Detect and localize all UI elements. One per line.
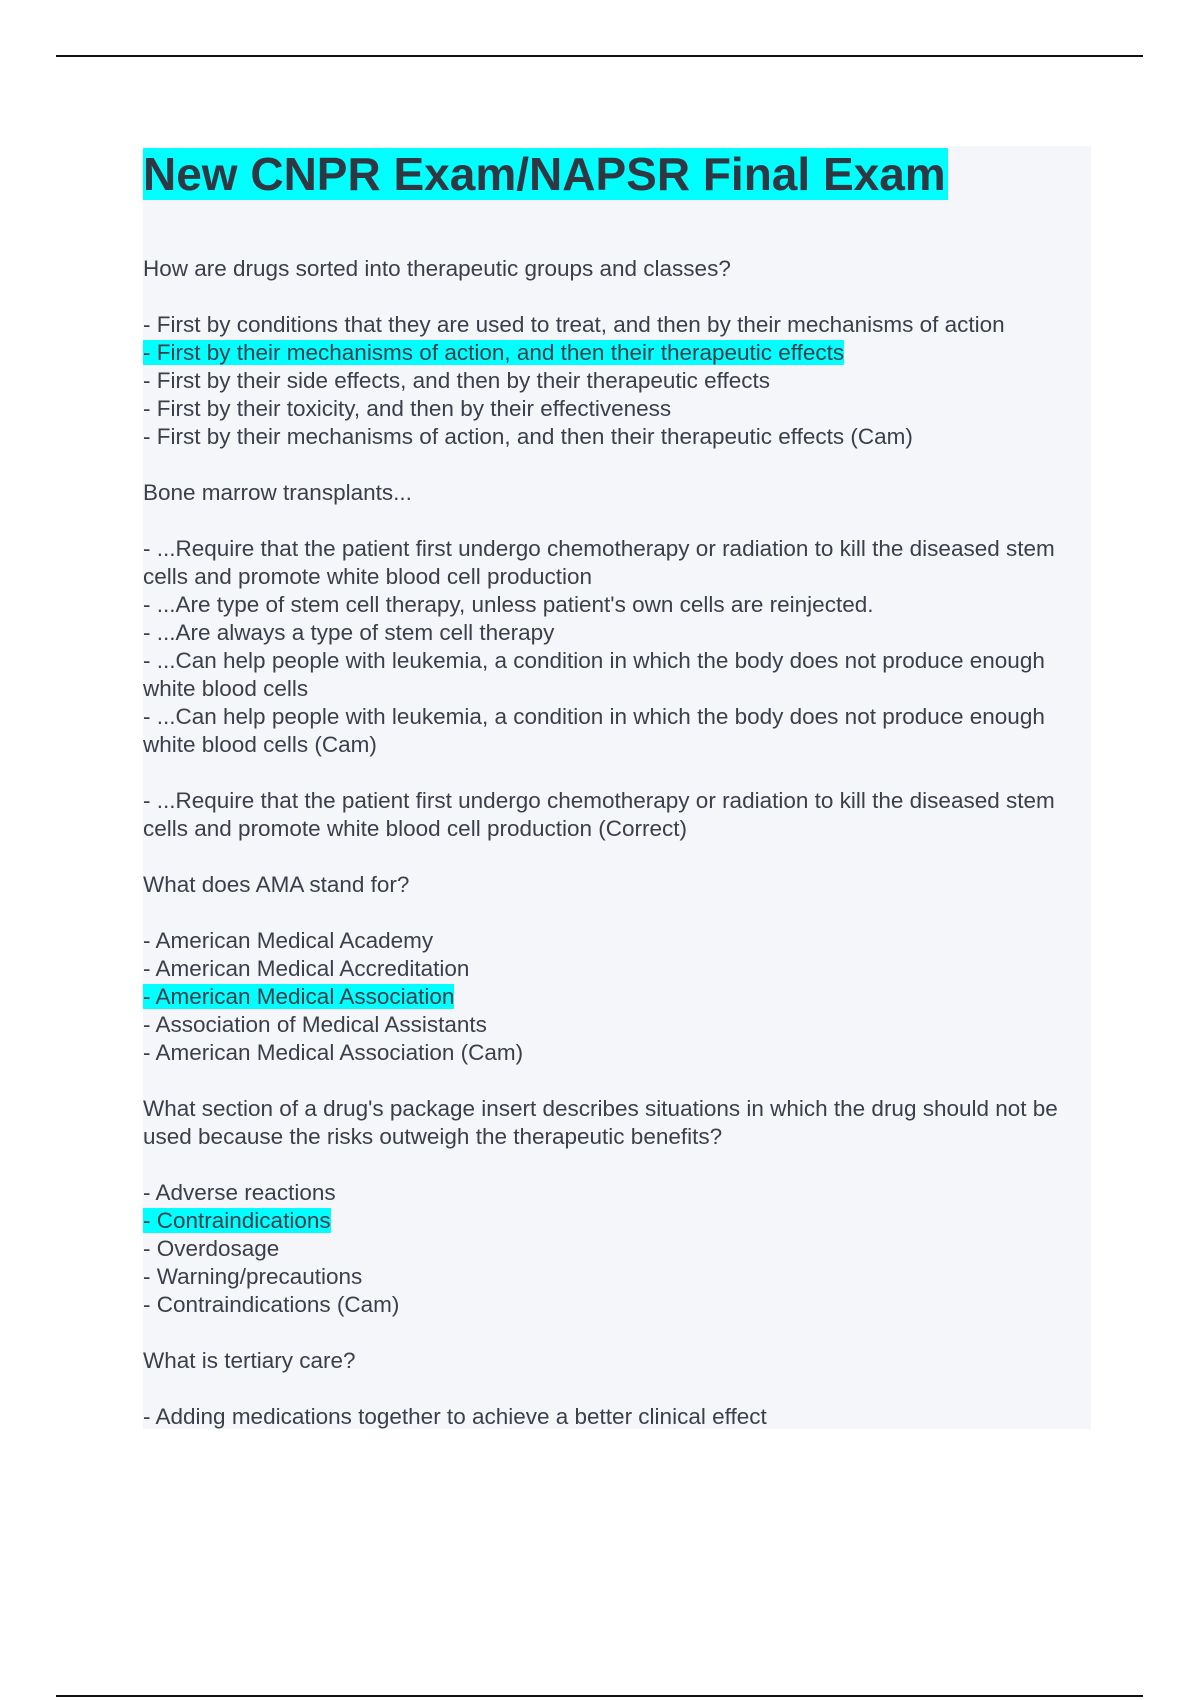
question-2: Bone marrow transplants... [143,480,412,505]
question-2-options [143,535,1091,759]
option: - First by their toxicity, and then by their effectiveness [143,396,672,421]
question-5: What is tertiary care? [143,1348,356,1373]
question-3-options [143,927,1091,1067]
option: - American Medical Association (Cam) [143,1040,524,1065]
option: - First by their side effects, and then by their therapeutic effects [143,368,770,393]
option: - ...Can help people with leukemia, a condition in which the body does not produce enough white blood cells [143,648,1045,701]
option: - ...Are type of stem cell therapy, unless patient's own cells are reinjected. [143,592,874,617]
question-1: How are drugs sorted into therapeutic groups and classes? [143,256,731,281]
option-highlighted: - Contraindications [143,1208,331,1233]
option: - First by conditions that they are used to treat, and then by their mechanisms of action [143,312,1005,337]
option-highlighted: - American Medical Association [143,984,455,1009]
option: - Association of Medical Assistants [143,1012,487,1037]
top-rule [56,55,1143,57]
option-highlighted: - First by their mechanisms of action, and then their therapeutic effects [143,340,845,365]
question-1-options [143,311,1091,451]
option: - ...Require that the patient first undergo chemotherapy or radiation to kill the diseased stem cells and promote white blood cell production [143,536,1055,589]
option: - ...Are always a type of stem cell therapy [143,620,555,645]
question-4-options [143,1179,1091,1319]
question-3: What does AMA stand for? [143,872,410,897]
question-4: What section of a drug's package insert describes situations in which the drug should not be used because the risks outweigh the therapeutic benefits? [143,1096,1058,1149]
option: - American Medical Accreditation [143,956,470,981]
option: - ...Can help people with leukemia, a condition in which the body does not produce enough white blood cells (Cam) [143,704,1045,757]
option: - First by their mechanisms of action, and then their therapeutic effects (Cam) [143,424,913,449]
option: - Adverse reactions [143,1180,336,1205]
option: - Adding medications together to achieve a better clinical effect [143,1404,767,1429]
question-2-correct-note: - ...Require that the patient first undergo chemotherapy or radiation to kill the diseased stem cells and promote white blood cell production (Correct) [143,788,1055,841]
question-list [143,255,1091,1459]
option: - Overdosage [143,1236,280,1261]
title-highlight: New CNPR Exam/NAPSR Final Exam [143,148,946,200]
document-title [143,146,948,202]
bottom-rule [56,1695,1143,1697]
option: - Warning/precautions [143,1264,363,1289]
question-5-options [143,1403,1091,1431]
option: - Contraindications (Cam) [143,1292,400,1317]
option: - American Medical Academy [143,928,434,953]
